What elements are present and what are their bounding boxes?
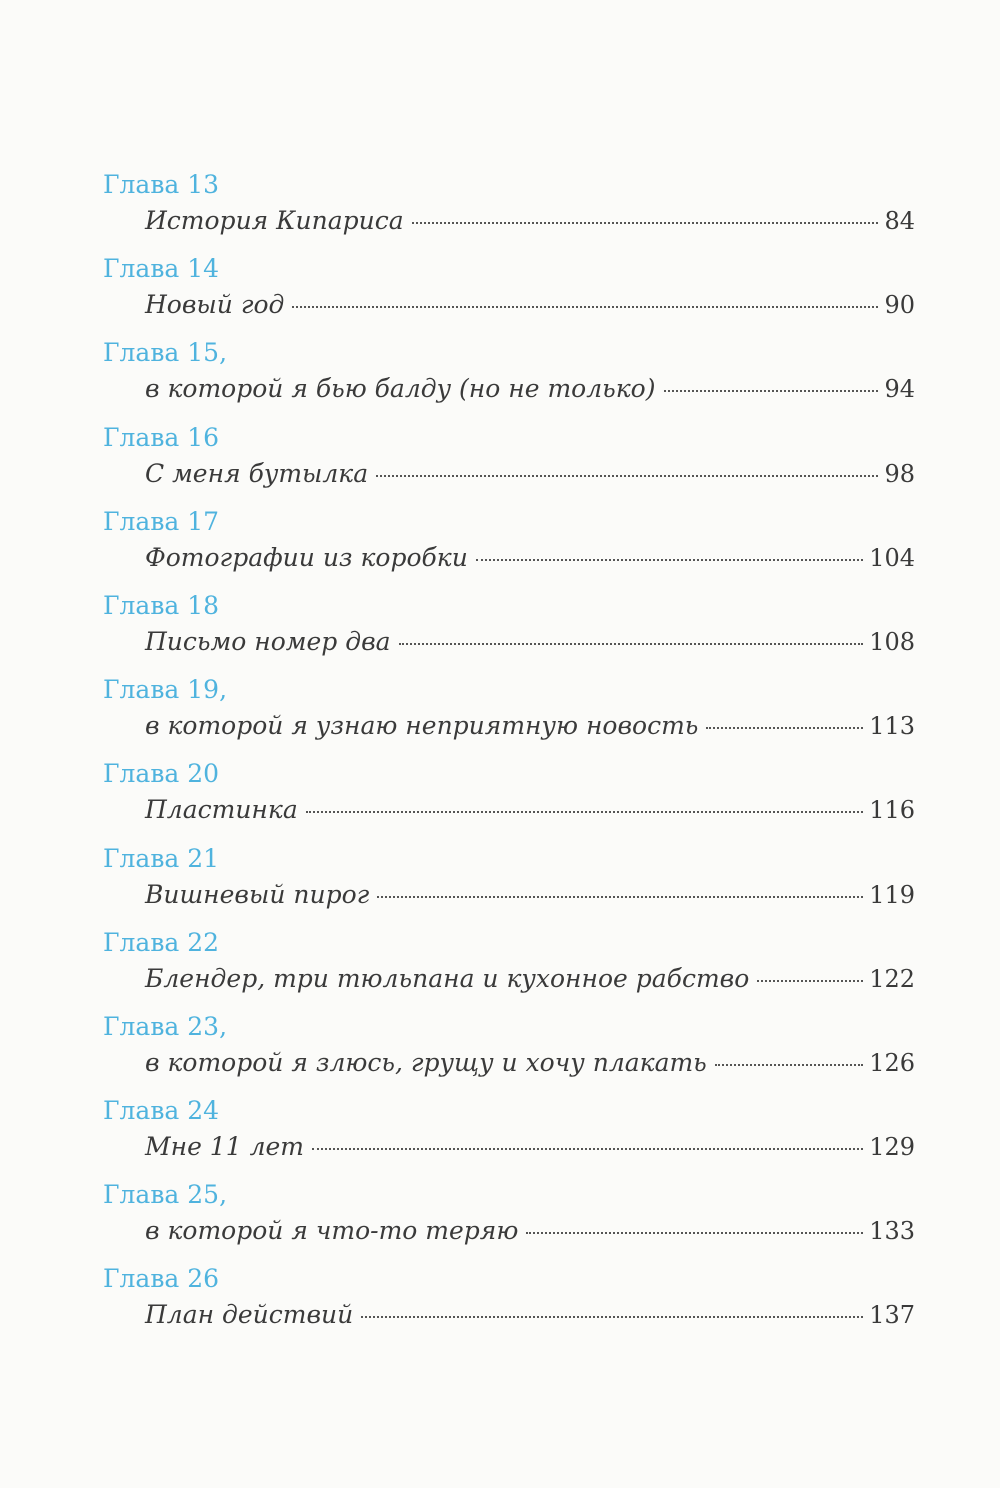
toc-entry[interactable] (103, 1094, 915, 1178)
toc-entry[interactable] (103, 589, 915, 673)
dot-leader (376, 475, 878, 477)
chapter-label: Глава 14 (103, 254, 220, 284)
chapter-label: Глава 15, (103, 338, 228, 368)
dot-leader (476, 559, 863, 561)
page-number: 133 (869, 1217, 915, 1246)
toc-title-line (145, 791, 915, 829)
chapter-title: Фотографии из коробки (145, 542, 468, 572)
page-number: 129 (869, 1133, 915, 1162)
chapter-label: Глава 13 (103, 170, 220, 199)
dot-leader (306, 811, 863, 813)
dot-leader (526, 1232, 863, 1234)
dot-leader (361, 1316, 863, 1318)
toc-title-line (145, 623, 915, 661)
page-number: 104 (869, 543, 915, 572)
dot-leader (706, 727, 863, 729)
dot-leader (664, 390, 879, 392)
page-number: 126 (869, 1048, 915, 1077)
chapter-label: Глава 22 (103, 927, 220, 957)
chapter-label: Глава 23, (103, 1011, 228, 1041)
toc-title-line (145, 1296, 915, 1334)
chapter-title: в которой я узнаю неприятную новость (145, 711, 699, 741)
dot-leader (715, 1064, 863, 1066)
toc-entry[interactable] (103, 1262, 915, 1346)
toc-title-line (145, 1212, 915, 1250)
dot-leader (292, 306, 878, 308)
chapter-label: Глава 18 (103, 590, 220, 620)
page-number: 108 (869, 627, 915, 656)
toc-title-line (145, 960, 915, 998)
toc-entry[interactable] (103, 757, 915, 841)
toc-title-line (145, 1128, 915, 1166)
chapter-title: С меня бутылка (145, 458, 369, 488)
toc-entry[interactable] (103, 421, 915, 505)
page-number: 94 (884, 375, 915, 404)
dot-leader (757, 980, 863, 982)
chapter-title: Вишневый пирог (145, 879, 370, 909)
toc-entry[interactable] (103, 1178, 915, 1262)
page-number: 122 (869, 964, 915, 993)
toc-title-line (145, 286, 915, 324)
dot-leader (377, 896, 863, 898)
toc-entry[interactable] (103, 336, 915, 420)
chapter-title: в которой я бью балду (но не только) (145, 374, 656, 404)
toc-title-line (145, 1044, 915, 1082)
toc-title-line (145, 370, 915, 408)
page-number: 113 (869, 712, 915, 741)
chapter-title: Письмо номер два (145, 626, 391, 656)
toc-entry[interactable] (103, 168, 915, 252)
toc-entry[interactable] (103, 673, 915, 757)
toc-title-line (145, 455, 915, 493)
chapter-label: Глава 24 (103, 1096, 220, 1126)
chapter-title: Блендер, три тюльпана и кухонное рабство (145, 963, 750, 993)
chapter-label: Глава 17 (103, 506, 220, 536)
toc-entry[interactable] (103, 252, 915, 336)
chapter-label: Глава 25, (103, 1180, 228, 1210)
page-number: 90 (884, 291, 915, 320)
chapter-label: Глава 21 (103, 843, 220, 873)
chapter-title: Мне 11 лет (145, 1132, 304, 1162)
toc-entry[interactable] (103, 842, 915, 926)
chapter-label: Глава 20 (103, 759, 220, 789)
toc-entry[interactable] (103, 926, 915, 1010)
chapter-title: История Кипариса (145, 206, 404, 235)
page-number: 119 (869, 880, 915, 909)
dot-leader (399, 643, 864, 645)
chapter-title: в которой я что-то теряю (145, 1216, 519, 1246)
table-of-contents (103, 168, 915, 1347)
page-number: 116 (869, 796, 915, 825)
chapter-title: План действий (145, 1300, 354, 1330)
toc-entry[interactable] (103, 1010, 915, 1094)
chapter-title: Новый год (145, 290, 285, 320)
chapter-label: Глава 16 (103, 422, 220, 452)
chapter-label: Глава 26 (103, 1264, 220, 1294)
chapter-title: в которой я злюсь, грущу и хочу плакать (145, 1047, 707, 1077)
chapter-title: Пластинка (145, 795, 298, 825)
page-number: 98 (884, 459, 915, 488)
page-number: 137 (869, 1301, 915, 1330)
toc-title-line (145, 707, 915, 745)
dot-leader (412, 222, 879, 224)
chapter-label: Глава 19, (103, 675, 228, 705)
dot-leader (312, 1148, 863, 1150)
toc-title-line (145, 539, 915, 577)
toc-title-line (145, 202, 915, 240)
toc-title-line (145, 876, 915, 914)
page-number: 84 (884, 207, 915, 235)
toc-entry[interactable] (103, 505, 915, 589)
